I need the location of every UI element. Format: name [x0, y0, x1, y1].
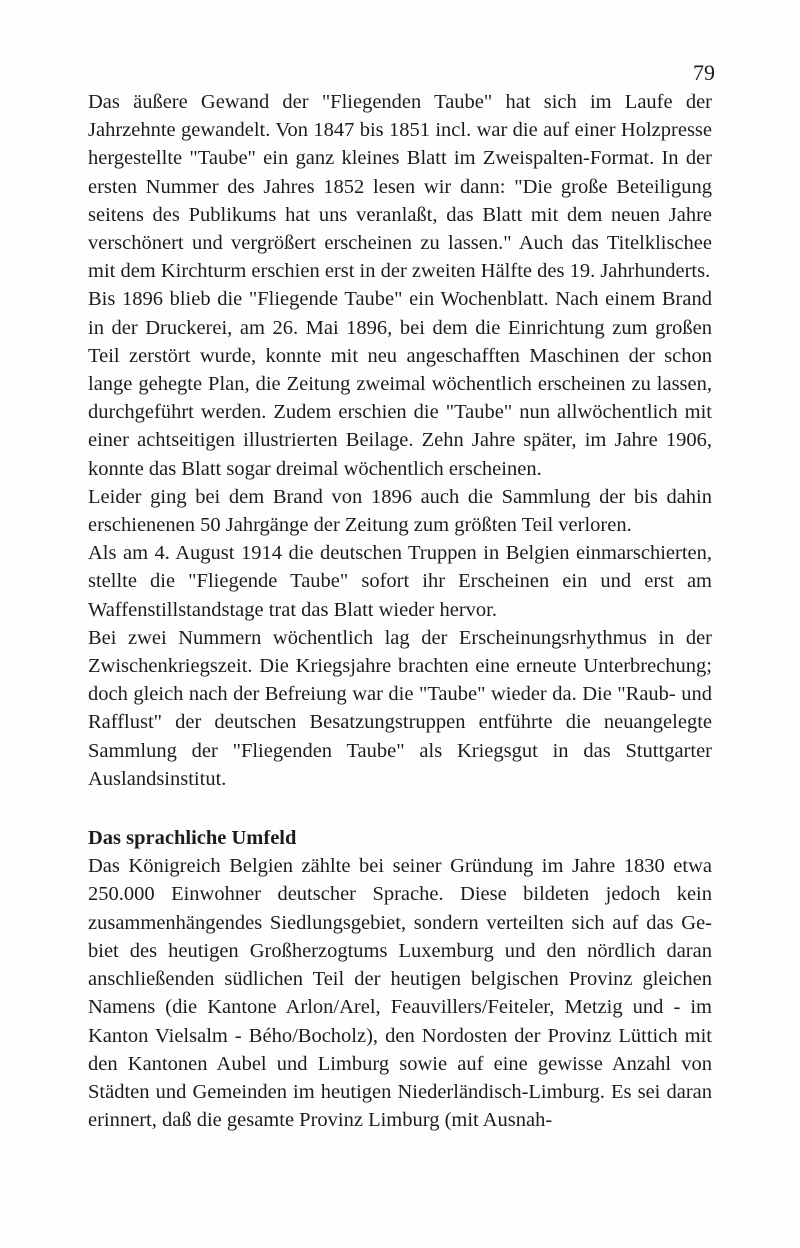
paragraph-outward-appearance: Das äußere Gewand der "Fliegenden Taube" hat sich im Laufe der Jahrzehnte gewandelt. Von 1847 bis 1851 incl. war die auf einer Holzpresse hergestellte "Taube" ein ganz kleines Blatt im Zweispalten-Format. In der ersten Nummer des Jahres 1852 lesen wir dann: "Die große Beteiligung seitens des Publikums hat uns veranlaßt, das Blatt mit dem neuen Jahre verschönert und vergrößert erscheinen zu lassen." Auch das Titelklischee mit dem Kirchturm erschien erst in der zweiten Hälfte des 19. Jahrhunderts.	[88, 91, 712, 283]
paragraph-language-environment: Das Königreich Belgien zählte bei seiner Gründung im Jahre 1830 etwa 250.000 Einwohner deutscher Sprache. Diese bildeten jedoch kein zusammenhängendes Siedlungsgebiet, sondern verteilten sich auf das Gebiet des heutigen Großherzogtums Luxemburg und den nördlich daran anschließenden südlichen Teil der heutigen belgischen Provinz gleichen Namens (die Kantone Arlon/Arel, Feauvillers/Feiteler, Metzig und - im Kanton Vielsalm - Bého/Bocholz), den Nordosten der Provinz Lüttich mit den Kantonen Aubel und Limburg sowie auf eine gewisse Anzahl von Städten und Gemeinden im heutigen Niederländisch-Limburg. Es sei daran erinnert, daß die gesamte Provinz Limburg (mit Ausnah-	[88, 855, 712, 1132]
section-heading: Das sprachliche Umfeld	[88, 827, 297, 850]
body-text	[88, 88, 712, 1134]
paragraph-fire-loss: Leider ging bei dem Brand von 1896 auch die Sammlung der bis dahin erschienenen 50 Jahrgänge der Zeitung zum größten Teil verloren.	[88, 485, 712, 537]
paragraph-war-1914: Als am 4. August 1914 die deutschen Truppen in Belgien einmarschierten, stellte die "Fliegende Taube" sofort ihr Erscheinen ein und erst am Waffenstillstandstage trat das Blatt wieder hervor.	[88, 542, 712, 621]
paragraph-weekly-paper: Bis 1896 blieb die "Fliegende Taube" ein Wochenblatt. Nach einem Brand in der Druckerei, am 26. Mai 1896, bei dem die Einrichtung zum großen Teil zerstört wurde, konnte mit neu angeschafften Maschinen der schon lange gehegte Plan, die Zeitung zweimal wöchentlich erscheinen zu lassen, durchgeführt werden. Zudem erschien die "Taube" nun allwöchentlich mit einer achtseitigen illustrierten Beilage. Zehn Jahre später, im Jahre 1906, konnte das Blatt sogar dreimal wöchentlich erscheinen.	[88, 288, 712, 480]
page-number: 79	[693, 60, 715, 85]
paragraph-interwar: Bei zwei Nummern wöchentlich lag der Erscheinungsrhythmus in der Zwischenkriegszeit. Die Kriegsjahre brachten eine erneute Unterbrechung; doch gleich nach der Befreiung war die "Taube" wieder da. Die "Raub- und Rafflust" der deutschen Besatzungstruppen entführte die neuangelegte Sammlung der "Fliegenden Taube" als Kriegsgut in das Stuttgarter Auslandsinstitut.	[88, 626, 712, 790]
